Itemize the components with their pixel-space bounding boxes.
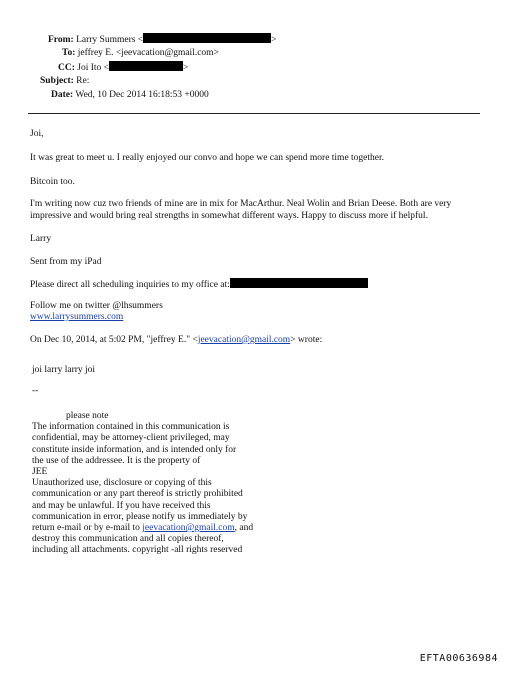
legal-line: Unauthorized use, disclosure or copying of this — [32, 478, 212, 489]
redaction-block — [230, 278, 368, 288]
header-divider — [28, 113, 480, 114]
quote-header — [30, 334, 322, 346]
cc-tail: > — [183, 63, 189, 73]
date-value: Wed, 10 Dec 2014 16:18:53 +0000 — [75, 90, 209, 100]
paragraph-3-line-1: I'm writing now cuz two friends of mine are in mix for MacArthur. Neal Wolin and Brian Deese. Both are very — [30, 199, 452, 209]
cc-row — [58, 61, 188, 74]
legal-line: including all attachments. copyright -all rights reserved — [32, 545, 243, 556]
legal-email-link[interactable]: jeevacation@gmail.com — [142, 523, 235, 534]
legal-line: confidential, may be attorney-client privileged, may — [32, 433, 230, 444]
to-row — [62, 47, 219, 59]
legal-line: communication in error, please notify us immediately by — [32, 511, 248, 522]
sent-from: Sent from my iPad — [30, 257, 102, 267]
paragraph-2: Bitcoin too. — [30, 177, 75, 187]
quoted-text: joi larry larry joi — [32, 365, 96, 375]
legal-line: JEE — [32, 467, 48, 478]
greeting: Joi, — [30, 129, 44, 139]
subject-value: Re: — [76, 76, 90, 86]
legal-line: constitute inside information, and is intended only for — [32, 444, 237, 455]
legal-line: The information contained in this communication is — [32, 422, 230, 433]
paragraph-3-line-2: impressive and would bring real strengths in somewhat different ways. Happy to discuss more if helpful. — [30, 211, 428, 221]
cc-label: CC: — [58, 63, 75, 73]
from-value: Larry Summers < — [76, 35, 144, 45]
legal-line: the use of the addressee. It is the property of — [32, 455, 201, 466]
date-label: Date: — [51, 90, 74, 100]
cc-value: Joi Ito < — [77, 63, 110, 73]
signoff: Larry — [30, 234, 52, 244]
legal-line: destroy this communication and all copies thereof, — [32, 534, 224, 545]
redaction-block — [143, 33, 271, 43]
paragraph-1: It was great to meet u. I really enjoyed our convo and hope we can spend more time together. — [30, 153, 385, 163]
from-row — [48, 33, 277, 46]
document-id: EFTA00636984 — [419, 653, 498, 664]
subject-row — [40, 75, 89, 87]
twitter-line: Follow me on twitter @lhsummers — [30, 301, 163, 311]
from-label: From: — [48, 35, 74, 45]
legal-disclaimer — [32, 411, 292, 557]
signature-dashes: -- — [32, 386, 39, 396]
quote-email-link[interactable]: jeevacation@gmail.com — [197, 335, 291, 345]
website-link[interactable]: www.larrysummers.com — [30, 312, 124, 322]
subject-label: Subject: — [40, 76, 74, 86]
legal-line — [32, 523, 292, 534]
quote-prefix: On Dec 10, 2014, at 5:02 PM, "jeffrey E." < — [30, 335, 198, 345]
legal-line-text: , and — [234, 523, 254, 534]
redaction-block — [109, 61, 183, 71]
scheduling-text: Please direct all scheduling inquiries to my office at: — [30, 280, 230, 290]
date-row — [51, 89, 209, 101]
legal-line-text: return e-mail or by e-mail to — [32, 523, 143, 534]
legal-line: and may be unlawful. If you have received this — [32, 500, 211, 511]
to-value: jeffrey E. <jeevacation@gmail.com> — [77, 48, 219, 58]
to-label: To: — [62, 48, 76, 58]
scheduling-line — [30, 278, 368, 291]
quote-suffix: > wrote: — [290, 335, 323, 345]
legal-line: communication or any part thereof is strictly prohibited — [32, 489, 243, 500]
from-tail: > — [271, 35, 277, 45]
legal-line: please note — [66, 411, 109, 421]
